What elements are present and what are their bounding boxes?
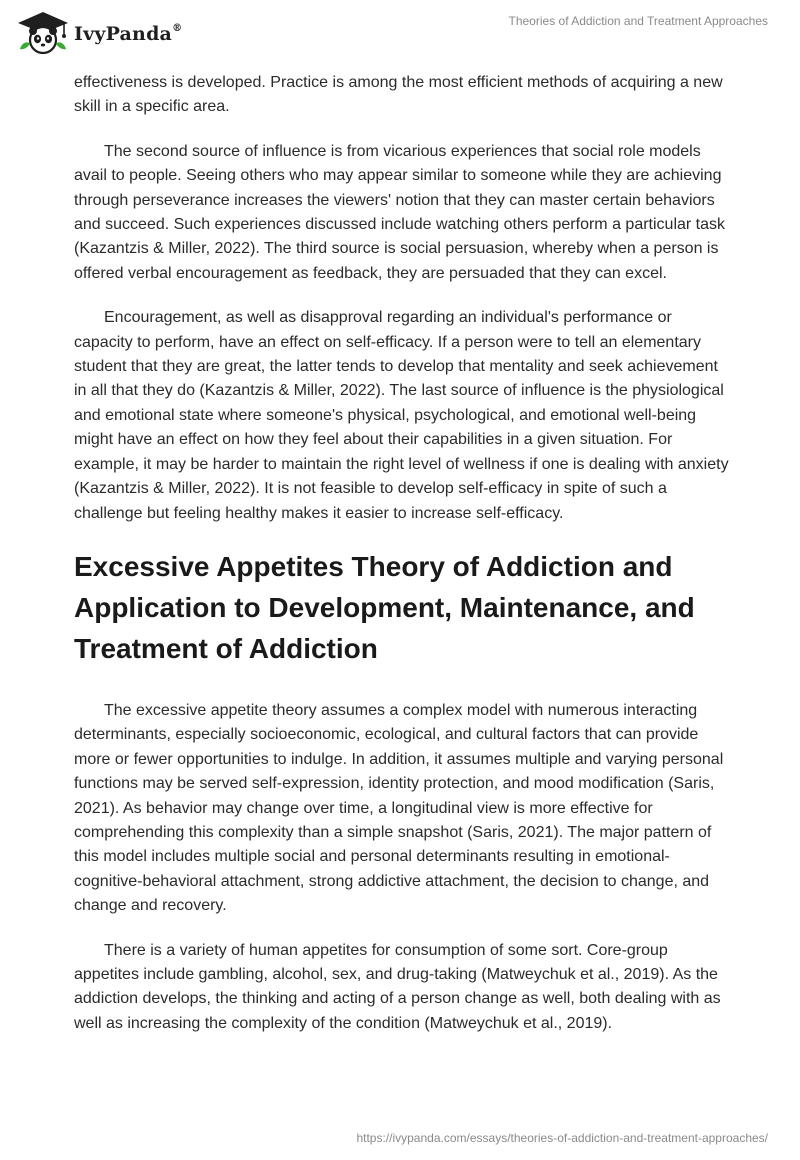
paragraph: The excessive appetite theory assumes a complex model with numerous interacting determinants, especially socioeconomic, ecological, and cultural factors that can provide more or fewer opportunities to indulge. In addition, it assumes multiple and varying personal functions may be served self-expression, identity protection, and mood modification (Saris, 2021). As behavior may change over time, a longitudinal view is more effective for comprehending this complexity than a simple snapshot (Saris, 2021). The major pattern of this model includes multiple social and personal determinants resulting in emotional-cognitive-behavioral attachment, strong addictive attachment, the decision to change, and change and recovery. bbox=[74, 701, 724, 915]
panda-graduation-cap-icon bbox=[14, 9, 72, 55]
paragraph: There is a variety of human appetites for consumption of some sort. Core-group appetites include gambling, alcohol, sex, and drug-taking (Matweychuk et al., 2019). As the addiction develops, the thinking and acting of a person change as well, both dealing with as well as increasing the complexity of the condition (Matweychuk et al., 2019). bbox=[74, 941, 721, 1032]
paragraph: effectiveness is developed. Practice is among the most efficient methods of acquiring a new skill in a specific area. bbox=[74, 74, 723, 116]
document-title: Theories of Addiction and Treatment Approaches bbox=[508, 14, 768, 28]
brand-name-text: IvyPanda bbox=[74, 23, 173, 45]
ivypanda-logo[interactable] bbox=[14, 9, 194, 55]
footer-url[interactable]: https://ivypanda.com/essays/theories-of-addiction-and-treatment-approaches/ bbox=[356, 1131, 768, 1145]
section-heading: Excessive Appetites Theory of Addiction and Application to Development, Maintenance, and Treatment of Addiction bbox=[74, 550, 695, 664]
registered-mark: ® bbox=[172, 22, 183, 34]
paragraph: Encouragement, as well as disapproval regarding an individual's performance or capacity to perform, have an effect on self-efficacy. If a person were to tell an elementary student that they are great, the latter tends to develop that mentality and seek achievement in all that they do (Kazantzis & Miller, 2022). The last source of influence is the physiological and emotional state where someone's physical, psychological, and emotional well-being might have an effect on how they feel about their capabilities in a given situation. For example, it may be harder to maintain the right level of wellness if one is dealing with anxiety (Kazantzis & Miller, 2022). It is not feasible to develop self-efficacy in spite of such a challenge but feeling healthy makes it easier to increase self-efficacy. bbox=[74, 309, 729, 522]
page-header bbox=[0, 0, 800, 60]
brand-name bbox=[74, 23, 182, 45]
essay-content bbox=[74, 71, 734, 1056]
paragraph: The second source of influence is from vicarious experiences that social role models avail to people. Seeing others who may appear similar to someone while they are achieving through perseverance increases the viewers' notion that they can master certain behaviors and succeed. Such experiences discussed include watching others perform a particular task (Kazantzis & Miller, 2022). The third source is social persuasion, whereby when a person is offered verbal encouragement as feedback, they are persuaded that they can excel. bbox=[74, 142, 726, 282]
